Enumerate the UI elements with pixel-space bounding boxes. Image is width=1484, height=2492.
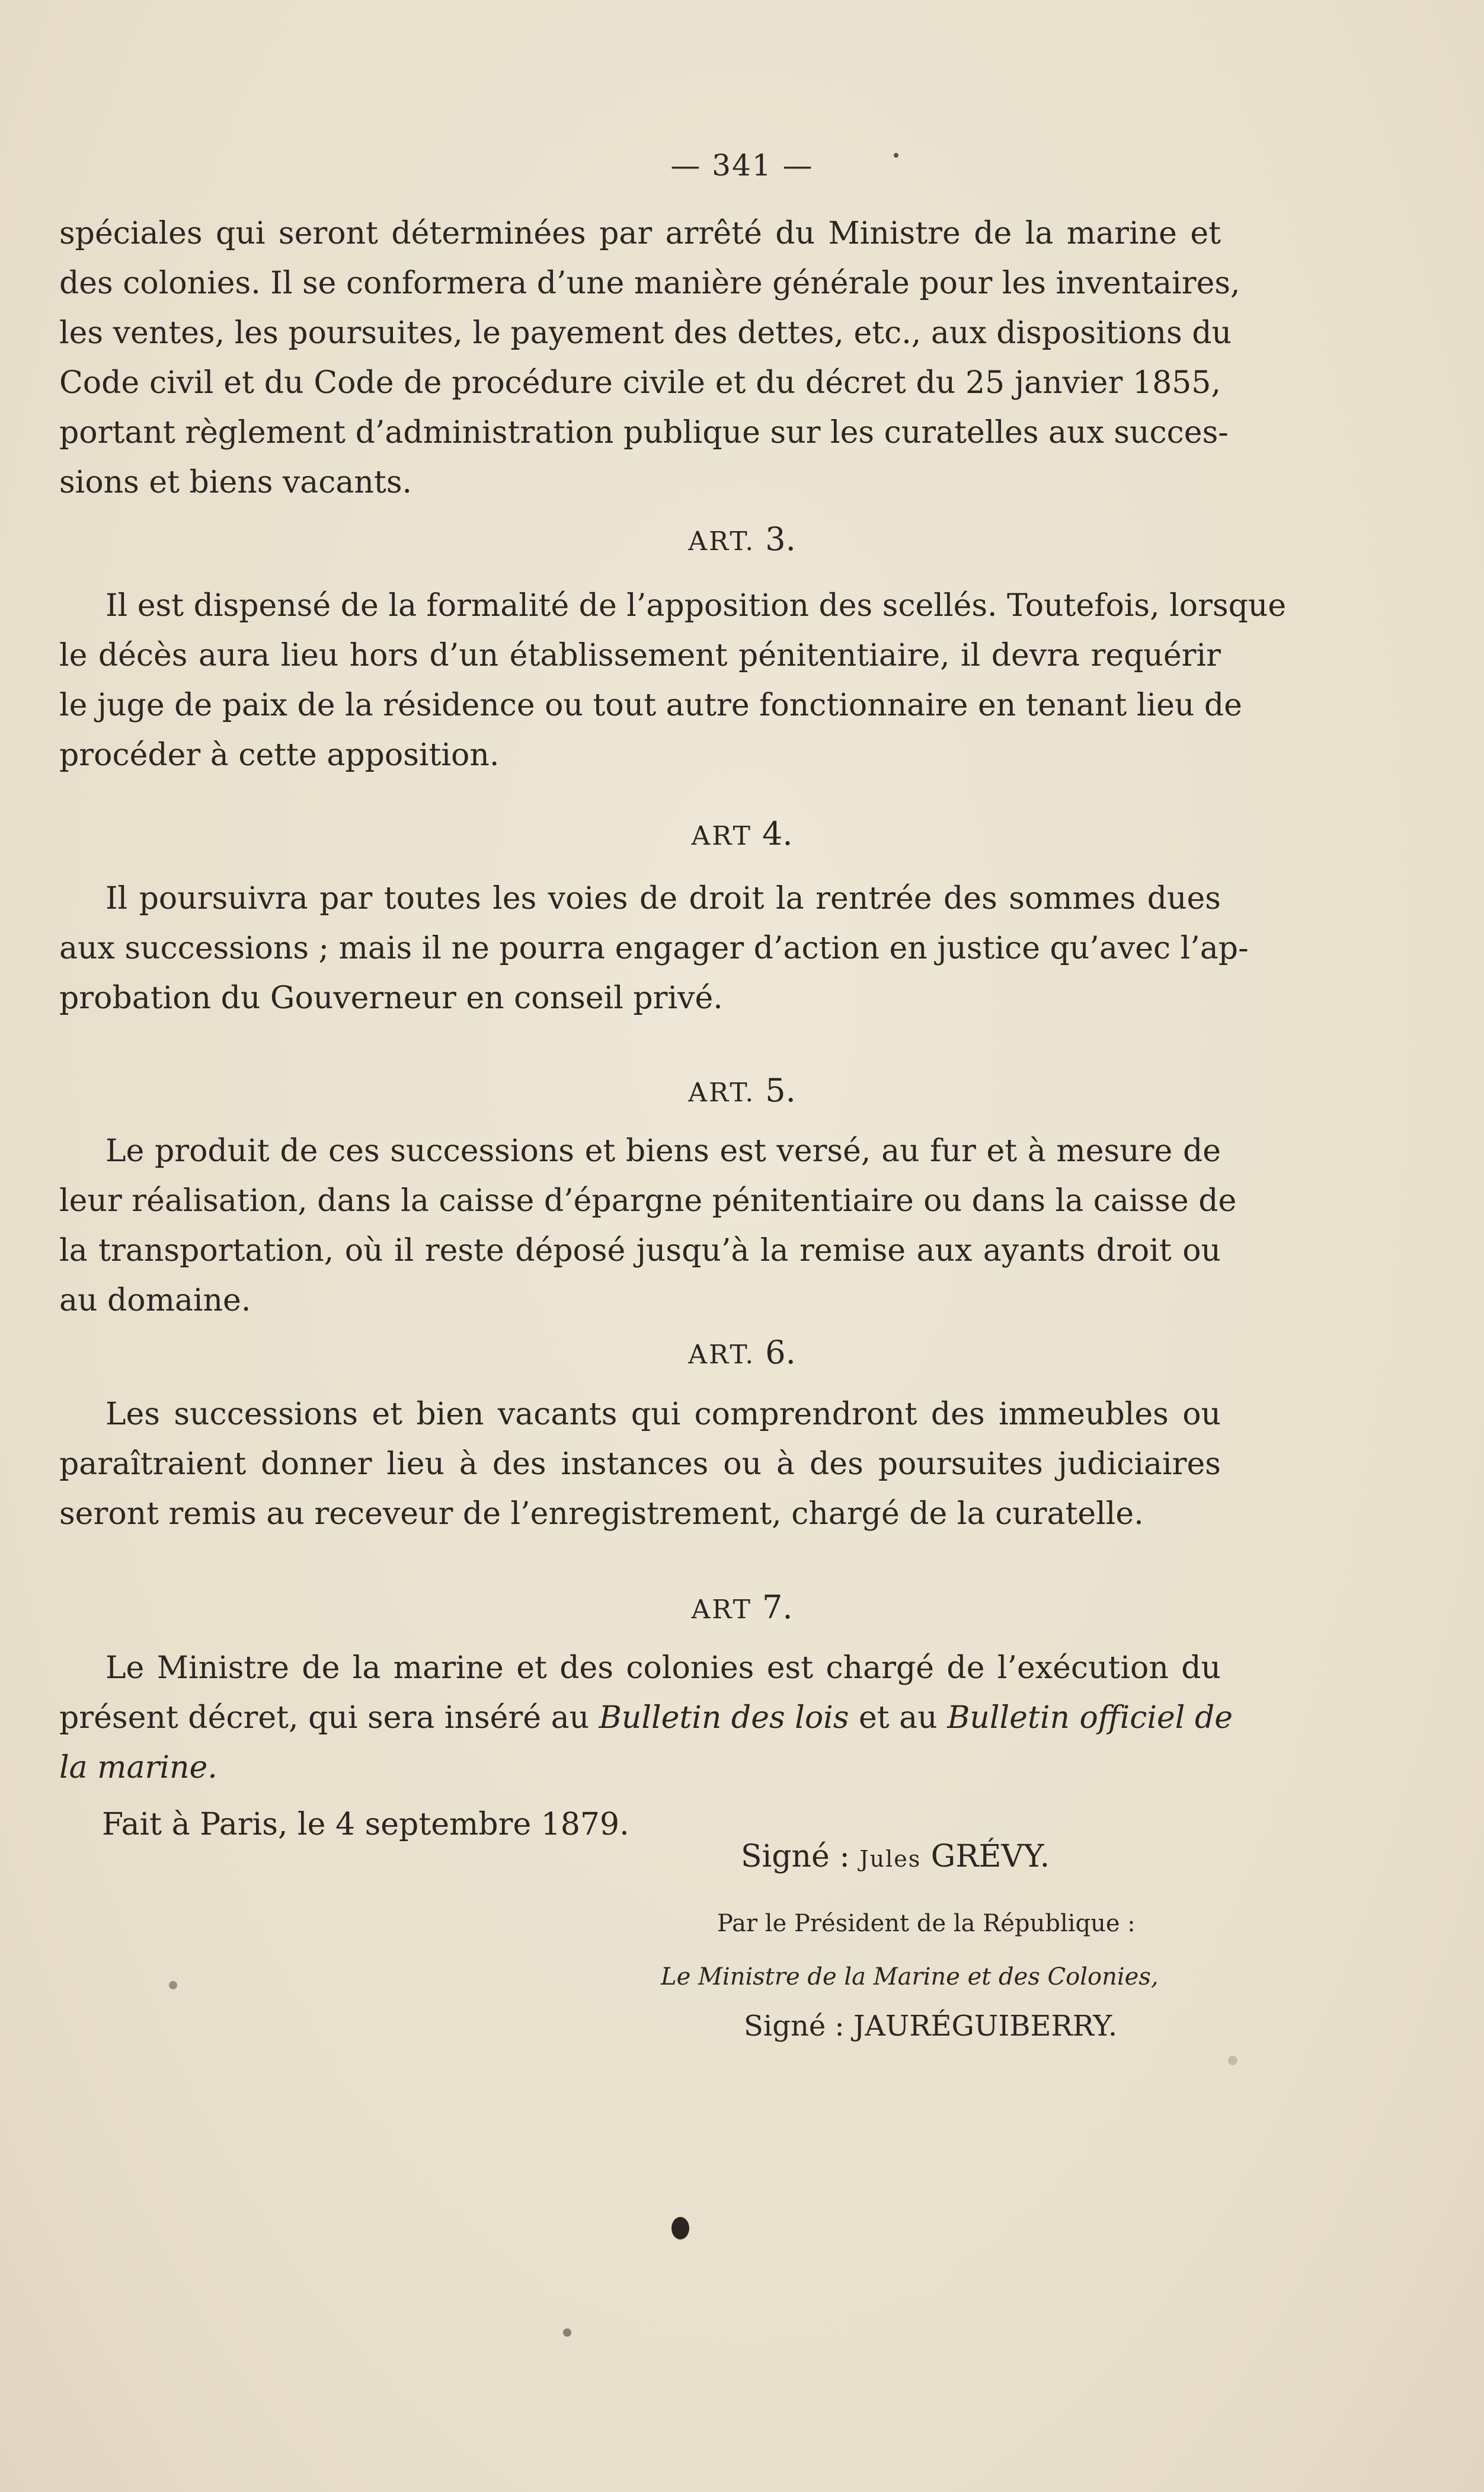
article-heading-4 [0,815,1484,852]
article-heading-5 [0,1072,1484,1109]
signature-name: JAURÉGUIBERRY. [853,2009,1118,2043]
article-number: 7. [762,1589,793,1626]
text-line: probation du Gouverneur en conseil privé. [59,980,723,1016]
signature-first-name: Jules [859,1846,922,1872]
signature-caption: Par le Président de la République : [717,1910,1136,1937]
article-number: 5. [765,1072,796,1109]
bulletin-officiel: Bulletin officiel de [947,1700,1233,1736]
text-line: Code civil et du Code de procédure civile et du décret du 25 janvier 1855, [59,365,1221,401]
article-number: 6. [765,1334,796,1371]
article-label: ART. [688,1078,756,1108]
text-line: Il poursuivra par toutes les voies de droit la rentrée des sommes dues [105,881,1221,916]
text-line: Les successions et bien vacants qui comprendront des immeubles ou [105,1397,1221,1432]
text-line: le décès aura lieu hors d’un établissement pénitentiaire, il devra requérir [59,638,1221,673]
page-number: — 341 — [670,148,814,183]
text-line: le juge de paix de la résidence ou tout autre fonctionnaire en tenant lieu de [59,688,1242,723]
article-label: ART. [688,526,756,557]
minister-title [661,1963,1159,1991]
article-label: ART [691,821,752,851]
signature-last-name: GRÉVY. [930,1839,1050,1874]
article-number: 4. [762,815,793,852]
text-line: procéder à cette apposition. [59,737,500,773]
article-heading-6 [0,1334,1484,1371]
text-segment: présent décret, qui sera inséré au [59,1700,590,1736]
ink-speck [563,2328,571,2337]
text-line: sions et biens vacants. [59,465,412,500]
signature-prefix: Signé : [744,2009,845,2043]
article-heading-7 [0,1589,1484,1626]
text-line: les ventes, les poursuites, le payement des dettes, etc., aux dispositions du [59,315,1232,351]
text-line: spéciales qui seront déterminées par arrêté du Ministre de la marine et [59,216,1221,251]
text-line: leur réalisation, dans la caisse d’épargne pénitentiaire ou dans la caisse de [59,1183,1237,1219]
la-marine: la marine. [59,1750,218,1785]
text-line: au domaine. [59,1283,251,1318]
text-line: Il est dispensé de la formalité de l’apposition des scellés. Toutefois, lorsque [105,588,1287,624]
text-line: aux successions ; mais il ne pourra engager d’action en justice qu’avec l’ap- [59,931,1249,966]
article-label: ART [691,1595,752,1625]
signature-prefix: Signé : [741,1839,850,1874]
text-line: paraîtraient donner lieu à des instances ou à des poursuites judiciaires [59,1446,1221,1482]
text-line: Le produit de ces successions et biens est versé, au fur et à mesure de [105,1133,1221,1169]
signature-grevy [741,1839,1050,1874]
text-line: la transportation, où il reste déposé jusqu’à la remise aux ayants droit ou [59,1233,1221,1269]
article-heading-3 [0,520,1484,558]
signature-jaureguiberry [744,2009,1117,2043]
ink-speck [1228,2056,1237,2065]
text-line: des colonies. Il se conformera d’une manière générale pour les inventaires, [59,266,1240,301]
minister-title-text: Le Ministre de la Marine et des Colonies, [661,1963,1159,1991]
article-number: 3. [765,520,796,558]
text-segment: et au [858,1700,938,1736]
text-line: seront remis au receveur de l’enregistrement, chargé de la curatelle. [59,1496,1144,1532]
text-line: Le Ministre de la marine et des colonies est chargé de l’exécution du [105,1650,1221,1686]
article-label: ART. [688,1340,756,1370]
date-place: Fait à Paris, le 4 septembre 1879. [102,1807,629,1842]
ink-speck [671,2217,689,2239]
ink-speck [894,153,898,158]
text-line [59,1743,1221,1793]
bulletin-des-lois: Bulletin des lois [599,1700,849,1736]
ink-speck [169,1981,177,1989]
text-line [59,1693,1233,1743]
text-line: portant règlement d’administration publique sur les curatelles aux succes- [59,415,1229,451]
